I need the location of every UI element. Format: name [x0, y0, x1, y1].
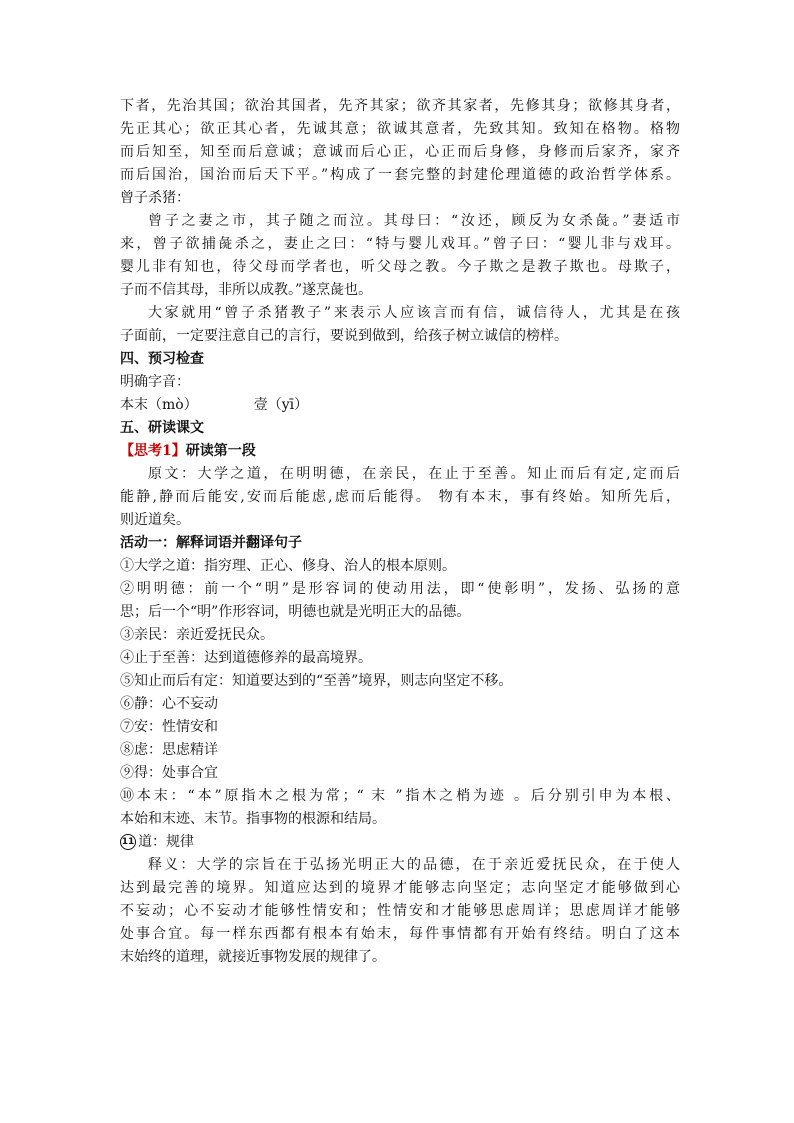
circled-number-11: 11: [120, 834, 136, 850]
story-moral-line: 子面前，一定要注意自己的言行，要说到做到，给孩子树立诚信的榜样。: [120, 328, 568, 344]
intro-line: 先正其心；欲正其心者，先诚其意；欲诚其意者，先致其知。致知在格物。格物: [120, 121, 680, 137]
definition-item: [120, 831, 680, 854]
explanation-line: 不妄动；心不妄动才能够性情安和；性情安和才能够思虑周详；思虑周详才能够: [120, 903, 680, 919]
definition-item: ①大学之道：指穷理、正心、修身、治人的根本原则。: [120, 558, 456, 574]
story-line: 子而不信其母，非所以成教。”遂烹彘也。: [120, 282, 373, 298]
definition-item: ③亲民：亲近爱抚民众。: [120, 627, 274, 643]
definition-item: ⑥静：心不妄动: [120, 696, 218, 712]
source-line: 能静,静而后能安,安而后能虑,虑而后能得。 物有本末，事有终始。知所先后，: [120, 489, 680, 505]
think-label: 【思考1】: [120, 443, 186, 459]
definition-text: 道：规律: [138, 834, 194, 850]
preview-subheading: 明确字音：: [120, 374, 190, 390]
think-title: 研读第一段: [185, 443, 256, 459]
section-heading-study: 五、研读课文: [120, 420, 204, 436]
story-moral-line: 大家就用“曾子杀猪教子”来表示人应该言而有信，诚信待人，尤其是在孩: [148, 305, 680, 321]
definition-item: ⑩本末：“本”原指木之根为常；“ 末 ”指木之梢为迹 。后分别引申为本根、: [120, 788, 680, 804]
source-line: 则近道矣。: [120, 512, 190, 528]
document-page: [120, 95, 680, 969]
definition-item: ⑧虑：思虑精详: [120, 742, 218, 758]
definition-item: ②明明德：前一个“明”是形容词的使动用法，即“使彰明”，发扬、弘扬的意: [120, 581, 680, 597]
source-line: 原文：大学之道，在明明德，在亲民，在止于至善。知止而后有定,定而后: [148, 466, 680, 482]
pinyin-item: 壹（yī）: [253, 397, 309, 413]
definition-item: ④止于至善：达到道德修养的最高境界。: [120, 650, 372, 666]
explanation-line: 末始终的道理，就接近事物发展的规律了。: [120, 949, 386, 965]
explanation-line: 释义：大学的宗旨在于弘扬光明正大的品德，在于亲近爱抚民众，在于使人: [148, 857, 680, 873]
story-line: 曾子之妻之市，其子随之而泣。其母曰：“汝还，顾反为女杀彘。”妻适市: [148, 213, 680, 229]
pinyin-row: [120, 394, 680, 417]
explanation-line: 处事合宜。每一样东西都有根本有始末，每件事情都有开始有终结。明白了这本: [120, 926, 680, 942]
story-line: 来，曾子欲捕彘杀之，妻止之曰：“特与婴儿戏耳。”曾子曰：“婴儿非与戏耳。: [120, 236, 680, 252]
definition-item: 本始和末迹、末节。指事物的根源和结局。: [120, 811, 386, 827]
explanation-line: 达到最完善的境界。知道应达到的境界才能够志向坚定；志向坚定才能够做到心: [120, 880, 680, 896]
intro-line: 而后知至，知至而后意诚；意诚而后心正，心正而后身修，身修而后家齐，家齐: [120, 144, 680, 160]
definition-item: ⑦安：性情安和: [120, 719, 218, 735]
intro-line: 下者，先治其国；欲治其国者，先齐其家；欲齐其家者，先修其身；欲修其身者，: [120, 98, 680, 114]
story-line: 婴儿非有知也，待父母而学者也，听父母之教。今子欺之是教子欺也。母欺子，: [120, 259, 680, 275]
think-heading: [120, 440, 680, 463]
section-heading-preview: 四、预习检查: [120, 351, 204, 367]
intro-line: 而后国治，国治而后天下平。”构成了一套完整的封建伦理道德的政治哲学体系。: [120, 167, 680, 183]
activity-heading: 活动一：解释词语并翻译句子: [120, 535, 302, 551]
definition-item: ⑤知止而后有定：知道要达到的“至善”境界，则志向坚定不移。: [120, 673, 513, 689]
definition-item: ⑨得：处事合宜: [120, 765, 218, 781]
pinyin-item: 本末（mò）: [120, 397, 198, 413]
story-heading: 曾子杀猪：: [120, 190, 190, 206]
definition-item: 思；后一个“明”作形容词，明德也就是光明正大的品德。: [120, 604, 471, 620]
